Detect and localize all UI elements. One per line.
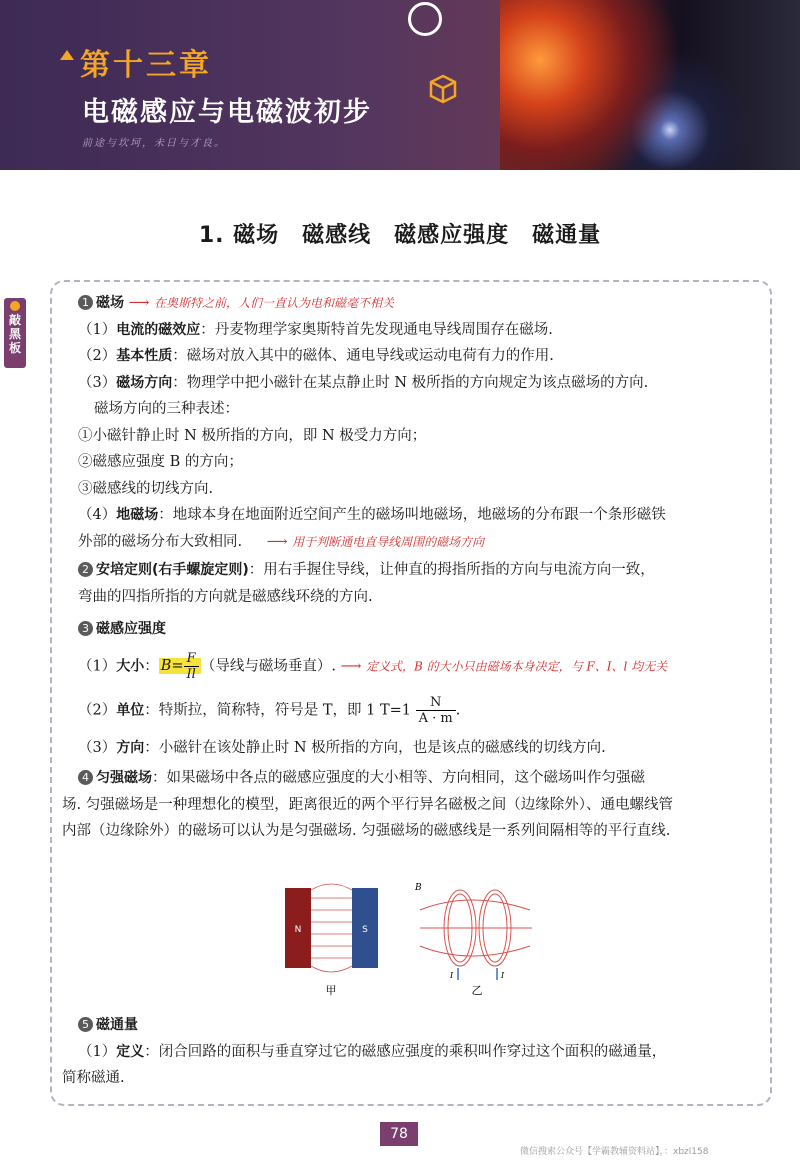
- number-badge: 5: [78, 1017, 93, 1032]
- chapter-subtitle: 前途与坎坷，未日与才良。: [82, 138, 226, 149]
- list-item: ③磁感线的切线方向.: [78, 480, 214, 497]
- text: 外部的磁场分布大致相同.: [78, 533, 243, 550]
- unit-line: [78, 695, 768, 735]
- magnetic-field-figure: [270, 880, 540, 1000]
- section-title: 1. 磁场 磁感线 磁感应强度 磁通量: [198, 223, 602, 248]
- prefix: （2）: [78, 348, 117, 364]
- content-body-2: [62, 1012, 768, 1092]
- list-item: ①小磁针静止时 N 极所指的方向，即 N 极受力方向；: [78, 427, 427, 444]
- numerator: N: [416, 695, 456, 711]
- paragraph: [78, 1039, 768, 1066]
- number-badge: 4: [78, 770, 93, 785]
- keyword: 定义: [116, 1043, 145, 1060]
- paragraph: [78, 370, 768, 397]
- text: ：特斯拉，简称特，符号是 T，即 1 T=1: [144, 702, 412, 718]
- keyword: 大小: [116, 658, 145, 674]
- arrow-icon: ⟶: [266, 533, 288, 550]
- prefix: （2）: [78, 702, 117, 718]
- prefix: （3）: [78, 374, 117, 391]
- pole-s-label: S: [362, 925, 368, 935]
- keyword: 单位: [116, 702, 145, 718]
- denominator: Il: [186, 666, 196, 682]
- chapter-label: 第十三章: [80, 48, 212, 83]
- number-badge: 1: [78, 295, 93, 310]
- figure-a: [285, 884, 378, 997]
- label-i1: I: [450, 971, 454, 980]
- keyword: 方向: [116, 739, 145, 756]
- text: （导线与磁场垂直）.: [200, 658, 336, 674]
- handwritten-note: 用于判断通电直导线周围的磁场方向: [292, 534, 485, 549]
- paragraph: [78, 343, 768, 370]
- prefix: （1）: [78, 658, 117, 674]
- tab-char-3: 板: [8, 341, 21, 355]
- text: ：物理学中把小磁针在某点静止时 N 极所指的方向规定为该点磁场的方向.: [172, 374, 649, 391]
- paragraph: 场. 匀强磁场是一种理想化的模型，距离很近的两个平行异名磁极之间（边缘除外）、通电螺线管: [62, 796, 673, 813]
- list-item: ②磁感应强度 B 的方向；: [78, 454, 243, 470]
- prefix: （3）: [78, 739, 117, 756]
- text: ：小磁针在该处静止时 N 极所指的方向，也是该点的磁感线的切线方向.: [144, 739, 606, 756]
- handwritten-note: 定义式，B 的大小只由磁场本身决定，与 F、I、l 均无关: [365, 659, 668, 673]
- paragraph: 内部（边缘除外）的磁场可以认为是匀强磁场. 匀强磁场的磁感线是一系列间隔相等的平行直线.: [62, 823, 671, 839]
- heading-1: [78, 290, 768, 317]
- page-number: 78: [380, 1122, 418, 1146]
- numerator: F: [184, 651, 199, 667]
- label-i2: I: [501, 971, 505, 980]
- paragraph: [78, 502, 768, 529]
- paragraph: [78, 317, 768, 344]
- caption-a: 甲: [325, 984, 337, 997]
- paragraph: 磁场方向的三种表述：: [94, 401, 239, 417]
- number-badge: 3: [78, 621, 93, 636]
- heading-text: 磁场: [96, 295, 124, 311]
- tab-char-2: 黑: [8, 327, 21, 341]
- heading-text: 磁感应强度: [96, 621, 166, 637]
- field-lines: [311, 884, 352, 972]
- formula-lhs: B=: [160, 658, 184, 674]
- banner-image: [500, 0, 800, 170]
- heading-text: 匀强磁场: [96, 770, 152, 786]
- keyword: 地磁场: [116, 507, 159, 523]
- chapter-title: 电磁感应与电磁波初步: [82, 97, 372, 128]
- fraction: [416, 695, 456, 726]
- paragraph: 弯曲的四指所指的方向就是磁感线环绕的方向.: [78, 588, 373, 605]
- prefix: （4）: [78, 507, 117, 523]
- paragraph: [78, 529, 768, 556]
- heading-text: 安培定则(右手螺旋定则): [96, 562, 249, 578]
- prefix: （1）: [78, 1043, 117, 1060]
- bulb-icon: [10, 301, 20, 311]
- keyword: 电流的磁效应: [116, 321, 201, 338]
- paragraph: 简称磁通.: [62, 1070, 125, 1086]
- keyword: 基本性质: [116, 348, 173, 364]
- handwritten-note: 在奥斯特之前，人们一直认为电和磁毫不相关: [154, 296, 395, 310]
- heading-text: 磁通量: [96, 1017, 138, 1033]
- text: ：地球本身在地面附近空间产生的磁场叫地磁场，地磁场的分布跟一个条形磁铁: [158, 507, 666, 523]
- text: ：用右手握住导线，让伸直的拇指所指的方向与电流方向一致，: [248, 562, 655, 578]
- highlighted-formula: [159, 650, 201, 682]
- text: ：如果磁场中各点的磁感应强度的大小相等、方向相同，这个磁场叫作匀强磁: [152, 770, 645, 786]
- prefix: （1）: [78, 321, 117, 338]
- heading-4: [78, 765, 768, 792]
- triangle-icon: [60, 50, 74, 60]
- chapter-banner: [0, 0, 800, 170]
- pole-n-label: N: [294, 925, 302, 935]
- cube-icon: [428, 74, 458, 104]
- heading-2: [78, 557, 768, 584]
- content-body: [62, 290, 768, 845]
- arrow-icon: ⟶: [340, 658, 362, 674]
- heading-3: [78, 616, 768, 643]
- text: ：丹麦物理学家奥斯特首先发现通电导线周围存在磁场.: [200, 321, 553, 338]
- denominator: A · m: [418, 710, 453, 726]
- text: ：闭合回路的面积与垂直穿过它的磁感应强度的乘积叫作穿过这个面积的磁通量，: [144, 1043, 667, 1060]
- figure-b: [414, 883, 532, 997]
- arrow-icon: ⟶: [128, 295, 150, 311]
- formula-line: [78, 651, 768, 685]
- circle-decoration-icon: [408, 2, 442, 36]
- keyword: 磁场方向: [116, 374, 173, 391]
- text: ：: [144, 658, 159, 674]
- number-badge: 2: [78, 562, 93, 577]
- label-b: B: [415, 883, 422, 893]
- heading-5: [78, 1012, 768, 1039]
- text: ：磁场对放入其中的磁体、通电导线或运动电荷有力的作用.: [172, 348, 554, 364]
- side-tab: [4, 298, 26, 368]
- fraction: [184, 651, 199, 682]
- watermark: 微信搜索公众号【学霸教辅资料站】，：xbzl158: [520, 1147, 709, 1157]
- solenoid-loops: [420, 890, 532, 966]
- paragraph: [78, 735, 768, 762]
- caption-b: 乙: [471, 984, 483, 997]
- text: .: [455, 702, 461, 718]
- tab-char-1: 敲: [8, 313, 21, 327]
